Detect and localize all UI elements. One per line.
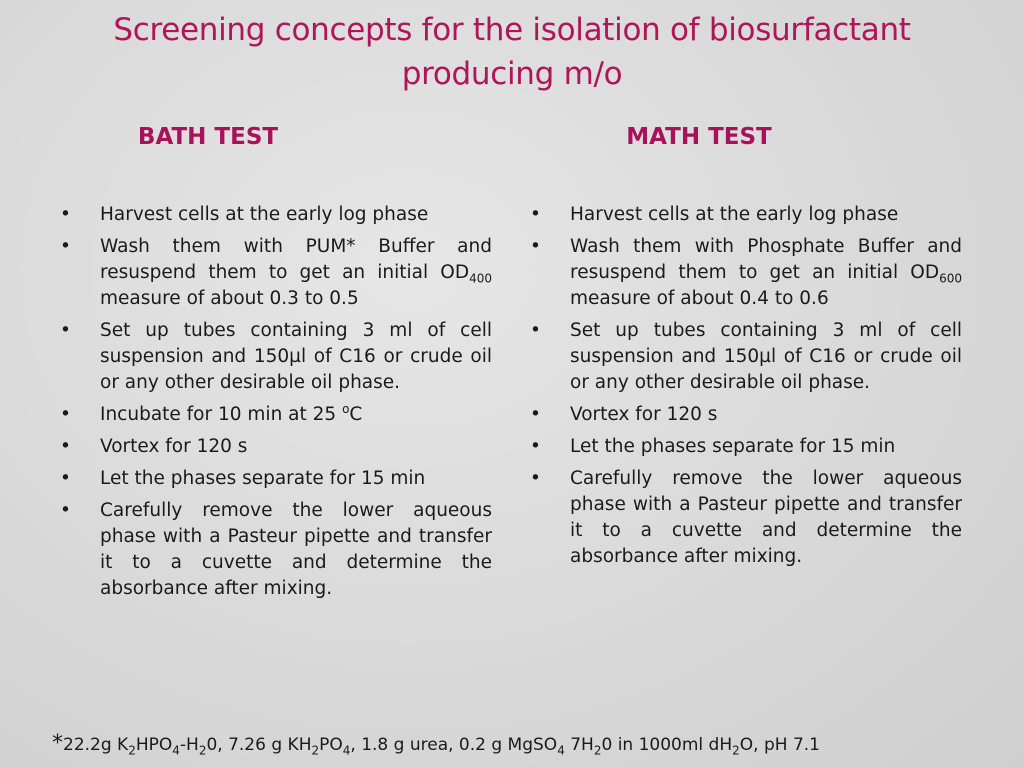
- list-item: • Vortex for 120 s: [528, 402, 962, 428]
- math-test-list: [528, 202, 962, 576]
- list-item: • Harvest cells at the early log phase: [528, 202, 962, 228]
- list-item: • Wash them with PUM* Buffer and resuspend them to get an initial $OD_{400}$ measure of about 0.3 to 0.5: [60, 236, 492, 309]
- list-item: • Set up tubes containing 3 ml of cell suspension and 150µl of C16 or crude oil or any other desirable oil phase.: [530, 320, 962, 393]
- list-item: • Carefully remove the lower aqueous phase with a Pasteur pipette and transfer it to a cuvette and determine the absorbance after mixing.: [530, 468, 962, 567]
- bullet-icon: •: [60, 204, 71, 225]
- list-item: • Carefully remove the lower aqueous phase with a Pasteur pipette and transfer it to a cuvette and determine the absorbance after mixing.: [60, 500, 492, 599]
- bullet-icon: •: [530, 468, 541, 489]
- bullet-icon: •: [530, 236, 541, 257]
- list-item: • Set up tubes containing 3 ml of cell suspension and 150µl of C16 or crude oil or any other desirable oil phase.: [60, 320, 492, 393]
- list-item: • Wash them with Phosphate Buffer and resuspend them to get an initial $OD_{600}$ measure of about 0.4 to 0.6: [530, 236, 962, 309]
- bath-test-list: [58, 202, 492, 608]
- bullet-icon: •: [60, 320, 71, 341]
- bullet-icon: •: [60, 404, 71, 425]
- bullet-icon: •: [60, 236, 71, 257]
- bullet-icon: •: [530, 436, 541, 457]
- bullet-icon: •: [60, 500, 71, 521]
- math-test-heading: MATH TEST: [626, 124, 772, 150]
- bullet-icon: •: [530, 204, 541, 225]
- slide-title: Screening concepts for the isolation of biosurfactant producing m/o: [113, 12, 911, 92]
- bath-test-heading: BATH TEST: [137, 124, 279, 150]
- bullet-icon: •: [530, 320, 541, 341]
- bullet-icon: •: [60, 436, 71, 457]
- list-item: • Vortex for 120 s: [58, 434, 492, 460]
- buffer-footnote: *22.2g $K_2HPO_4-H_20$, 7.26 g $KH_2PO_4$, 1.8 g urea, 0.2 g MgSO$_4$ $7H_20$ in 1000ml $dH_2O$, pH 7.1: [52, 731, 820, 758]
- bullet-icon: •: [60, 468, 71, 489]
- list-item: • Let the phases separate for 15 min: [528, 434, 962, 460]
- bullet-icon: •: [530, 404, 541, 425]
- list-item: • Incubate for 10 min at 25 $^o$C: [58, 402, 492, 428]
- list-item: • Harvest cells at the early log phase: [58, 202, 492, 228]
- list-item: • Let the phases separate for 15 min: [58, 466, 492, 492]
